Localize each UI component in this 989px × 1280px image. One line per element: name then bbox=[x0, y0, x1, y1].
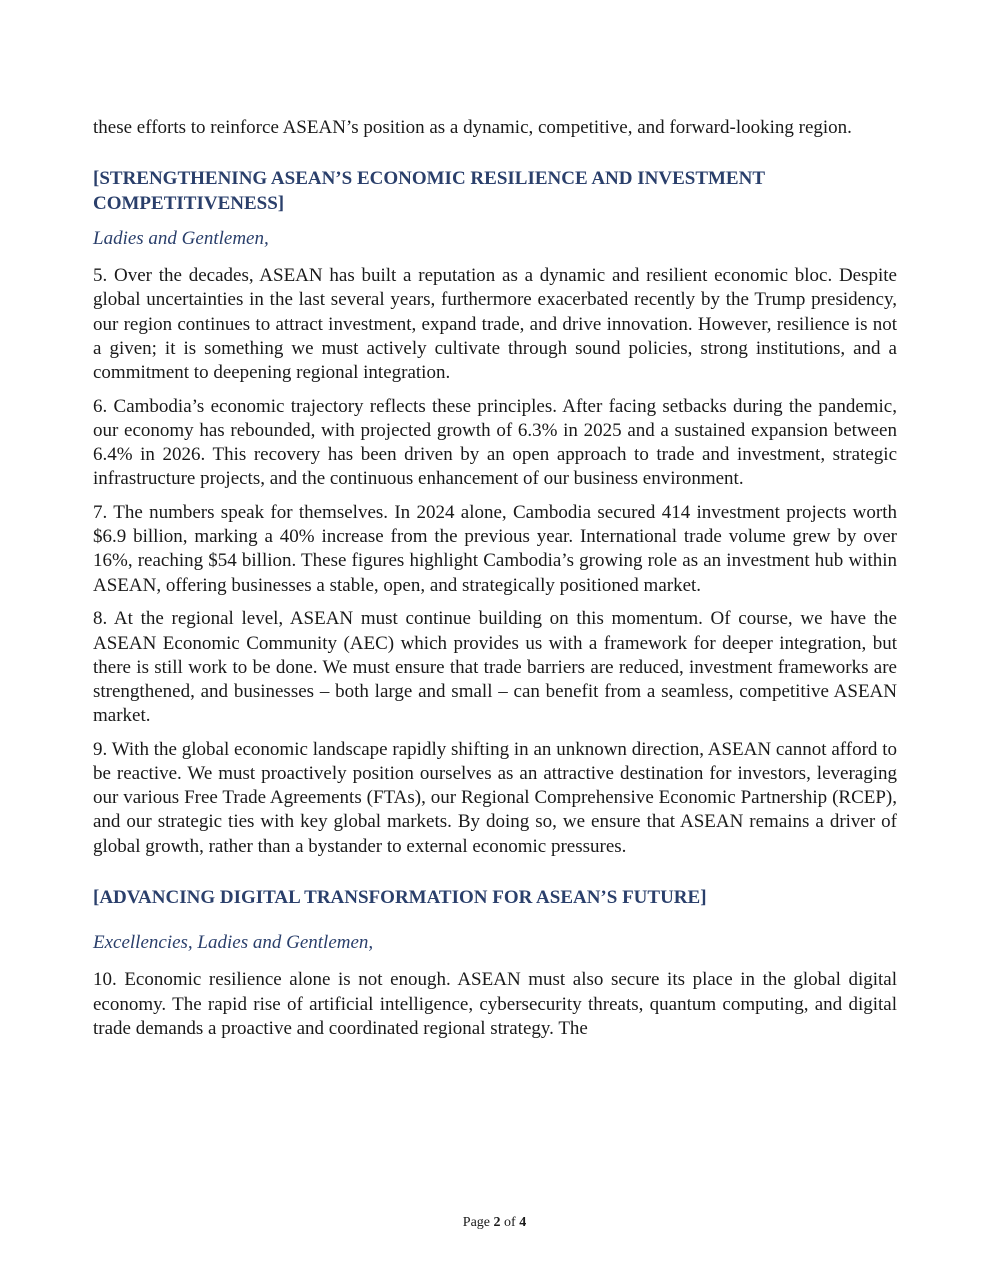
document-page bbox=[93, 116, 897, 1041]
footer-of-label: of bbox=[504, 1215, 516, 1230]
paragraph-8: 8. At the regional level, ASEAN must continue building on this momentum. Of course, we have the ASEAN Economic Community (AEC) which provides us with a framework for deeper integration, but there is still work to be done. We must ensure that trade barriers are reduced, investment frameworks are strengthened, and businesses – both large and small – can benefit from a seamless, competitive ASEAN market. bbox=[93, 608, 897, 727]
footer-total-pages: 4 bbox=[519, 1215, 527, 1230]
section-1-salutation: Ladies and Gentlemen, bbox=[93, 228, 269, 250]
paragraph-10: 10. Economic resilience alone is not enough. ASEAN must also secure its place in the global digital economy. The rapid rise of artificial intelligence, cybersecurity threats, quantum computing, and digital trade demands a proactive and coordinated regional strategy. The bbox=[93, 969, 897, 1039]
paragraph-7: 7. The numbers speak for themselves. In 2024 alone, Cambodia secured 414 investment projects worth $6.9 billion, marking a 40% increase from the previous year. International trade volume grew by over 16%, reaching $54 billion. These figures highlight Cambodia’s growing role as an investment hub within ASEAN, offering businesses a stable, open, and strategically positioned market. bbox=[93, 502, 897, 596]
paragraph-6: 6. Cambodia’s economic trajectory reflects these principles. After facing setbacks during the pandemic, our economy has rebounded, with projected growth of 6.3% in 2025 and a sustained expansion between 6.4% in 2026. This recovery has been driven by an open approach to trade and investment, strategic infrastructure projects, and the continuous enhancement of our business environment. bbox=[93, 395, 897, 490]
section-2-heading: [ADVANCING DIGITAL TRANSFORMATION FOR ASEAN’S FUTURE] bbox=[93, 886, 707, 908]
footer-current-page: 2 bbox=[493, 1215, 501, 1230]
footer-page-label: Page bbox=[462, 1215, 491, 1230]
paragraph-5: 5. Over the decades, ASEAN has built a reputation as a dynamic and resilient economic bloc. Despite global uncertainties in the last several years, furthermore exacerbated recently by the Trump presidency, our region continues to attract investment, expand trade, and drive innovation. However, resilience is not a given; it is something we must actively cultivate through sound policies, strong institutions, and a commitment to deepening regional integration. bbox=[93, 265, 897, 384]
page-footer bbox=[0, 1215, 989, 1231]
section-1-heading-line1: [STRENGTHENING ASEAN’S ECONOMIC RESILIENCE AND INVESTMENT bbox=[93, 168, 765, 190]
section-1 bbox=[93, 167, 897, 859]
paragraph-9: 9. With the global economic landscape rapidly shifting in an unknown direction, ASEAN cannot afford to be reactive. We must proactively position ourselves as an attractive destination for investors, leveraging our various Free Trade Agreements (FTAs), our Regional Comprehensive Economic Partnership (RCEP), and our strategic ties with key global markets. By doing so, we ensure that ASEAN remains a driver of global growth, rather than a bystander to external economic pressures. bbox=[93, 738, 897, 857]
section-2-salutation: Excellencies, Ladies and Gentlemen, bbox=[93, 932, 374, 954]
section-1-heading-line2: COMPETITIVENESS] bbox=[93, 192, 285, 214]
intro-paragraph: these efforts to reinforce ASEAN’s position as a dynamic, competitive, and forward-looking region. bbox=[93, 117, 852, 138]
section-2 bbox=[93, 886, 897, 1041]
